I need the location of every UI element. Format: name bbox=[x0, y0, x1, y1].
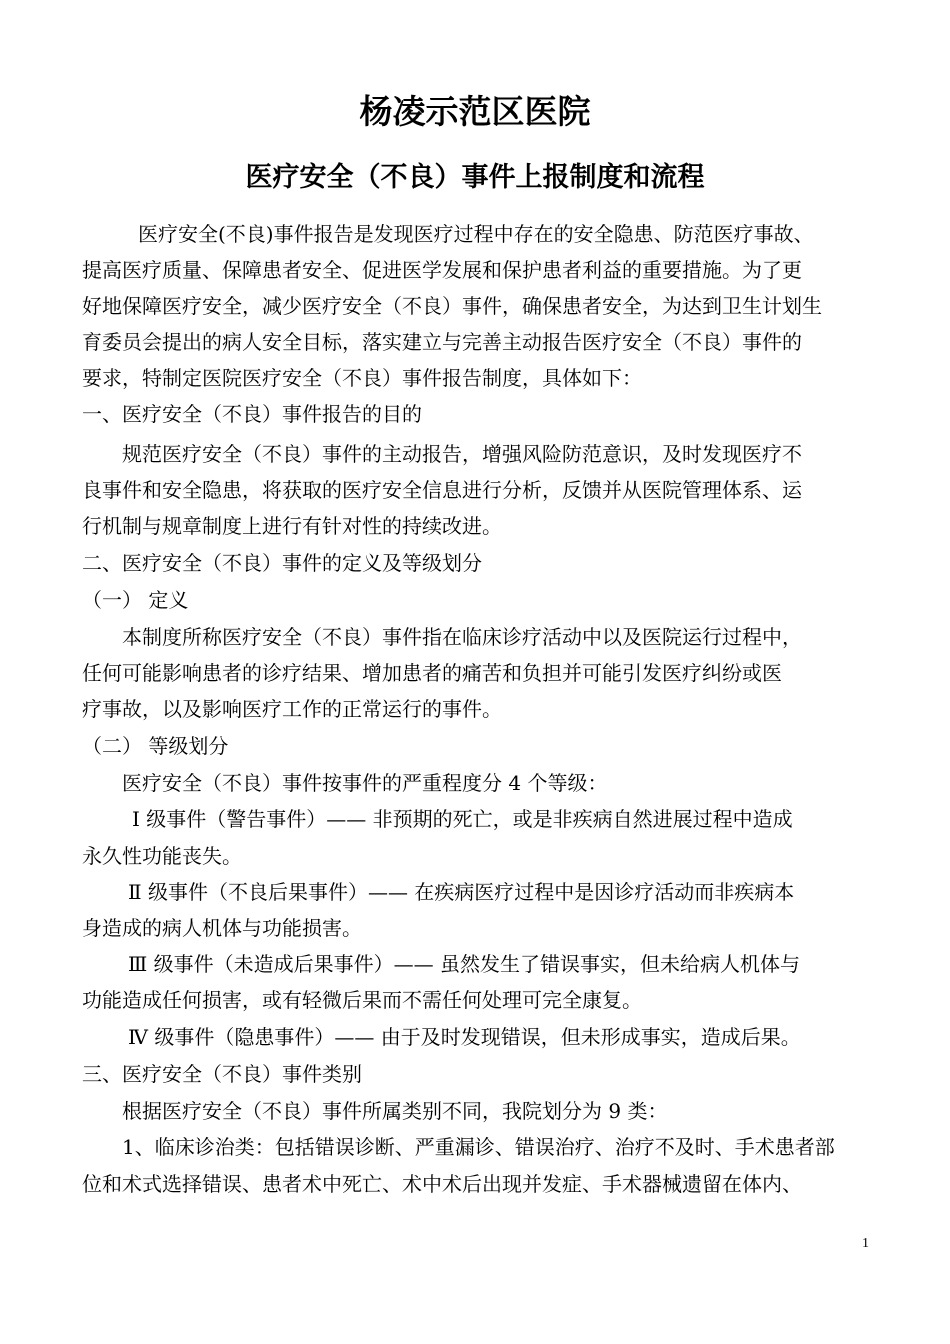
section-heading: 二、医疗安全（不良）事件的定义及等级划分 bbox=[82, 551, 482, 575]
hospital-name: 杨凌示范区医院 bbox=[359, 92, 591, 131]
page-number: 1 bbox=[862, 1236, 869, 1251]
body-line: 提高医疗质量、保障患者安全、促进医学发展和保护患者利益的重要措施。为了更 bbox=[82, 258, 802, 282]
subsection-heading: （一） 定义 bbox=[82, 588, 189, 612]
body-line: 永久性功能丧失。 bbox=[82, 844, 242, 868]
body-line: 任何可能影响患者的诊疗结果、增加患者的痛苦和负担并可能引发医疗纠纷或医 bbox=[82, 661, 782, 685]
body-line: 医疗安全（不良）事件按事件的严重程度分 4 个等级： bbox=[122, 771, 608, 795]
body-line: 1、临床诊治类：包括错误诊断、严重漏诊、错误治疗、治疗不及时、手术患者部 bbox=[122, 1135, 835, 1159]
document-title: 医疗安全（不良）事件上报制度和流程 bbox=[245, 162, 705, 193]
body-line: 良事件和安全隐患，将获取的医疗安全信息进行分析，反馈并从医院管理体系、运 bbox=[82, 478, 802, 502]
body-line: 规范医疗安全（不良）事件的主动报告，增强风险防范意识，及时发现医疗不 bbox=[122, 442, 802, 466]
body-line: 身造成的病人机体与功能损害。 bbox=[82, 916, 362, 940]
section-heading: 一、医疗安全（不良）事件报告的目的 bbox=[82, 402, 422, 426]
body-line: 好地保障医疗安全，减少医疗安全（不良）事件，确保患者安全，为达到卫生计划生 bbox=[82, 294, 822, 318]
body-line: 疗事故，以及影响医疗工作的正常运行的事件。 bbox=[82, 697, 502, 721]
body-line: 功能造成任何损害，或有轻微后果而不需任何处理可完全康复。 bbox=[82, 988, 642, 1012]
body-line: 要求，特制定医院医疗安全（不良）事件报告制度，具体如下： bbox=[82, 366, 642, 390]
body-line: 本制度所称医疗安全（不良）事件指在临床诊疗活动中以及医院运行过程中， bbox=[122, 625, 802, 649]
body-line: 行机制与规章制度上进行有针对性的持续改进。 bbox=[82, 514, 502, 538]
section-heading: 三、医疗安全（不良）事件类别 bbox=[82, 1062, 362, 1086]
body-line: 位和术式选择错误、患者术中死亡、术中术后出现并发症、手术器械遗留在体内、 bbox=[82, 1172, 802, 1196]
subsection-heading: （二） 等级划分 bbox=[82, 734, 229, 758]
body-line: Ⅲ 级事件（未造成后果事件）—— 虽然发生了错误事实，但未给病人机体与 bbox=[128, 952, 801, 976]
body-line: Ⅰ 级事件（警告事件）—— 非预期的死亡，或是非疾病自然进展过程中造成 bbox=[132, 807, 793, 831]
body-line: 育委员会提出的病人安全目标，落实建立与完善主动报告医疗安全（不良）事件的 bbox=[82, 330, 802, 354]
body-line: 医疗安全(不良)事件报告是发现医疗过程中存在的安全隐患、防范医疗事故、 bbox=[138, 222, 814, 246]
body-line: 根据医疗安全（不良）事件所属类别不同，我院划分为 9 类： bbox=[122, 1099, 668, 1123]
body-line: Ⅳ 级事件（隐患事件）—— 由于及时发现错误，但未形成事实，造成后果。 bbox=[128, 1025, 801, 1049]
body-line: Ⅱ 级事件（不良后果事件）—— 在疾病医疗过程中是因诊疗活动而非疾病本 bbox=[128, 880, 795, 904]
